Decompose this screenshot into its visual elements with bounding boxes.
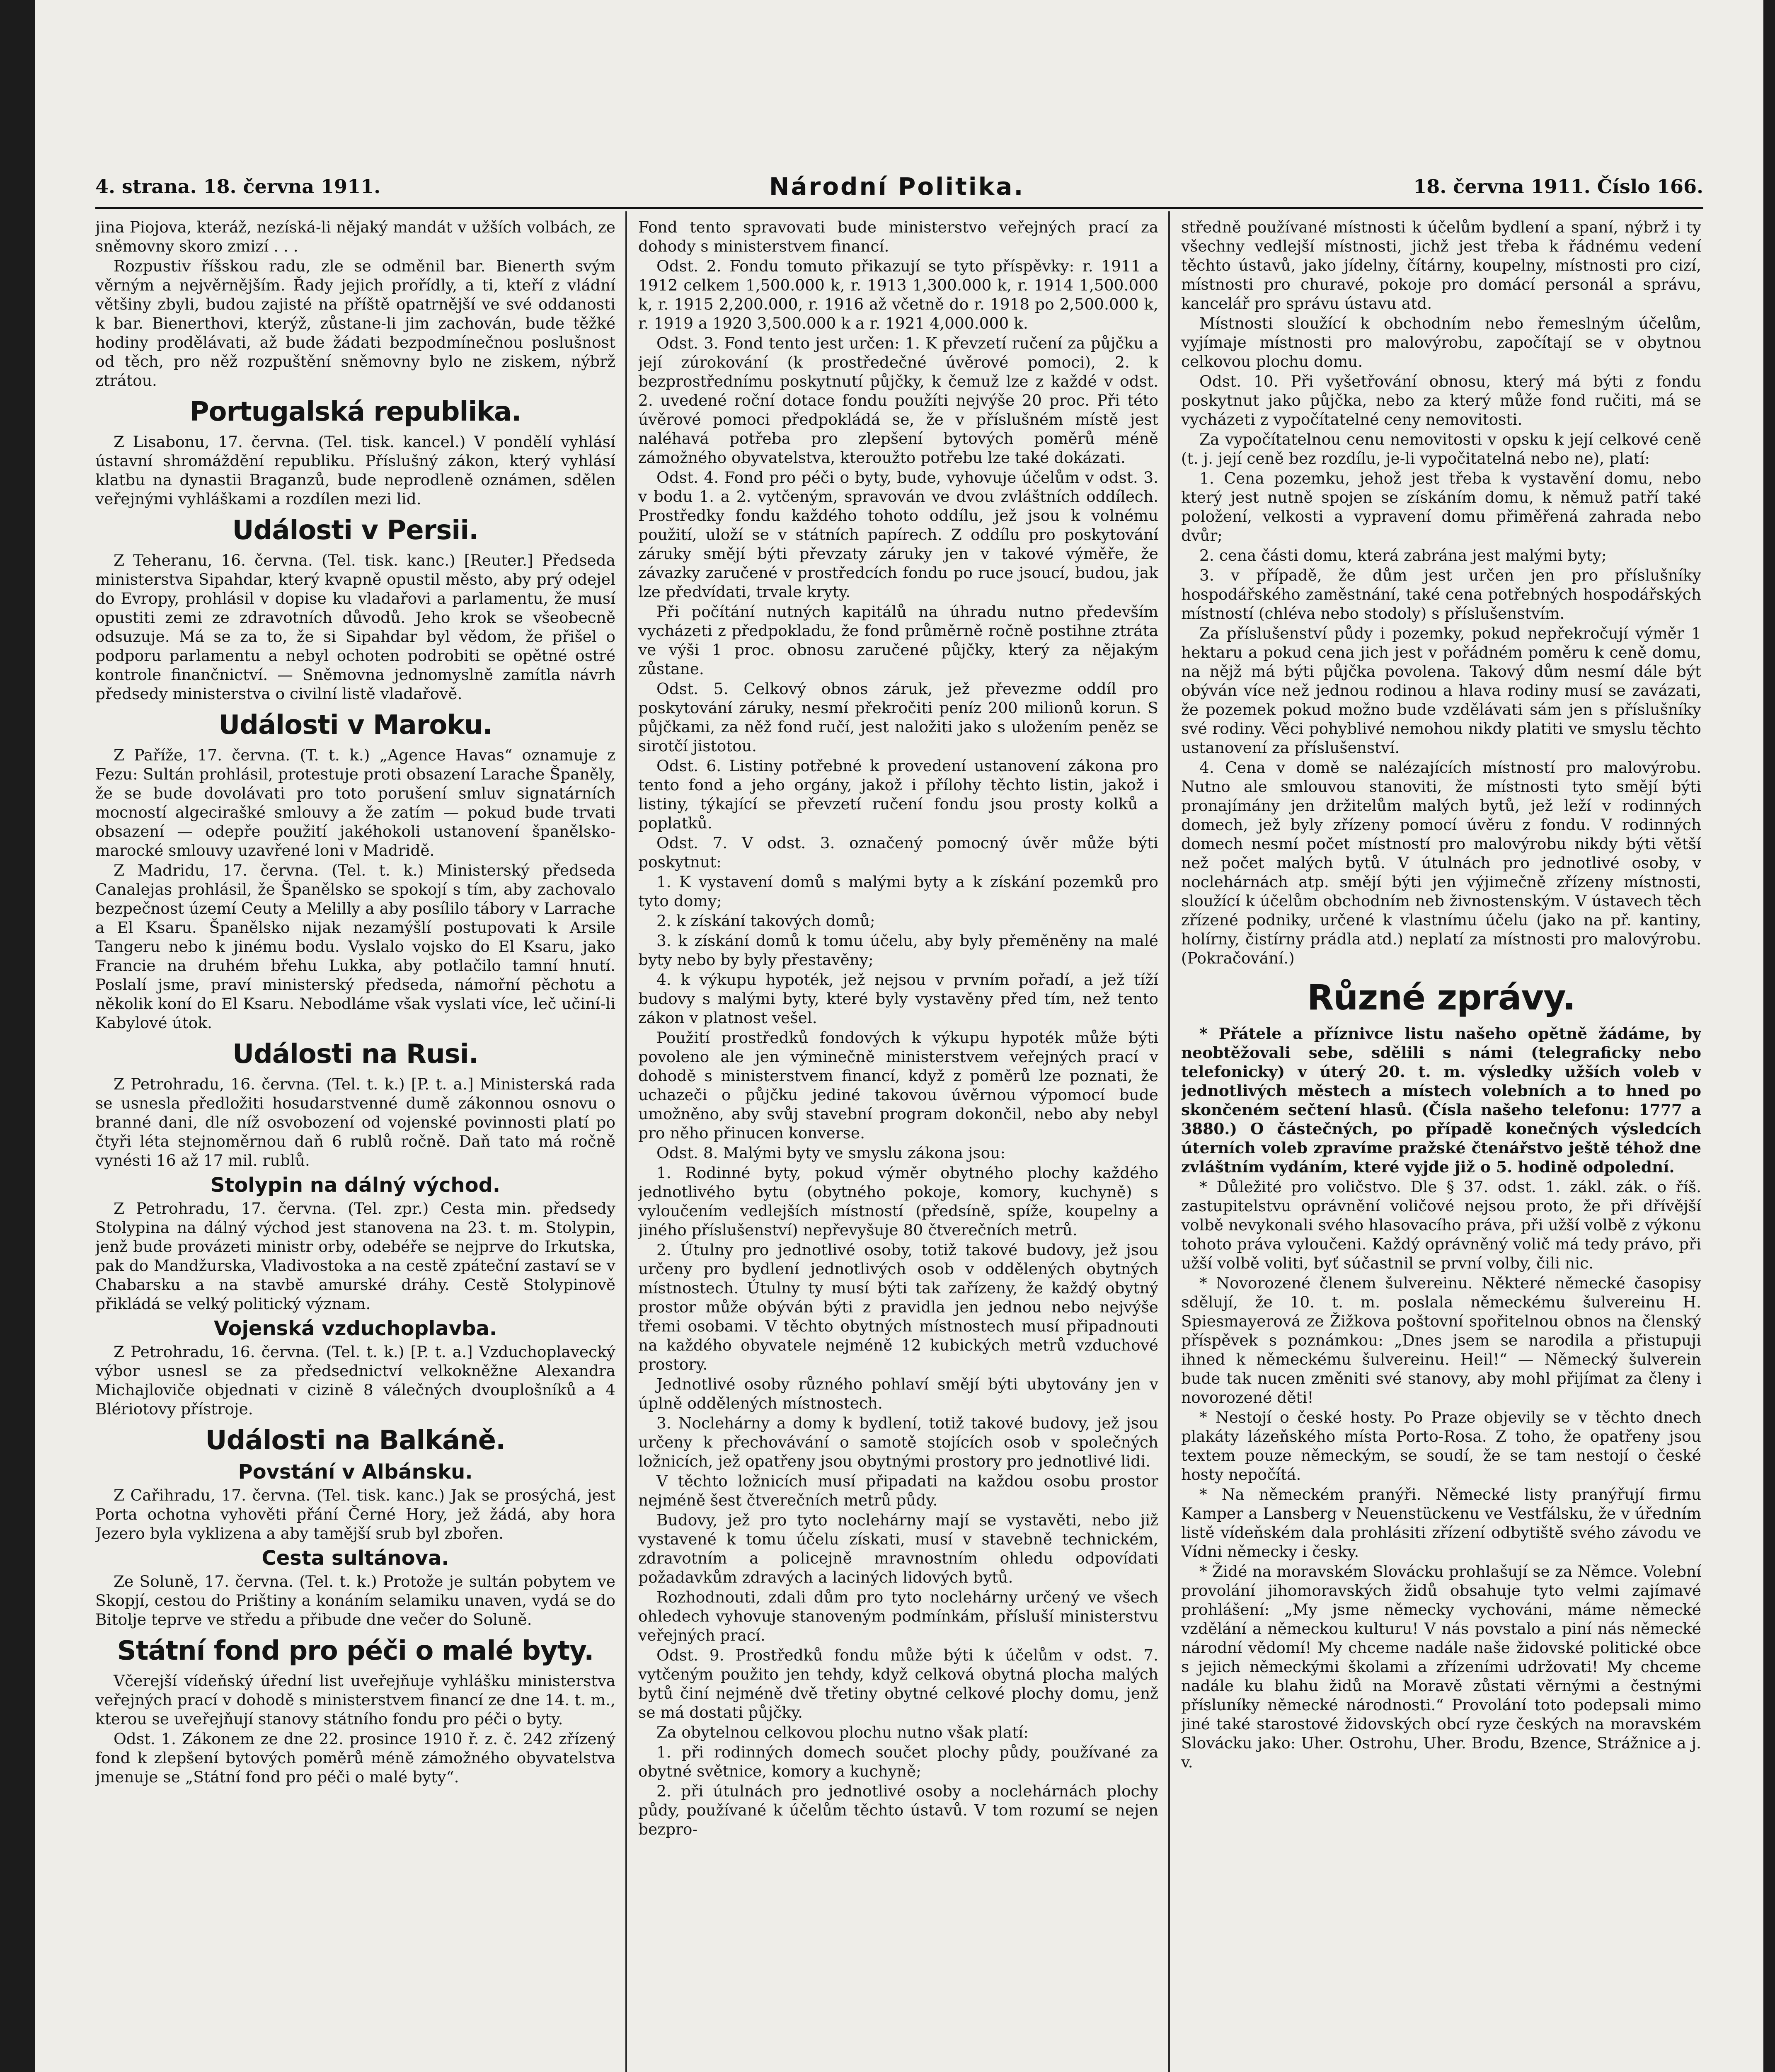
paragraph: jina Piojova, kteráž, nezíská-li nějaký mandát v užších volbách, ze sněmovny skoro zmizí . . . [95,218,615,255]
paragraph: středně používané místnosti k účelům bydlení a spaní, nýbrž i ty všechny vedlejší místnosti, jichž jest třeba k řádnému vedení těchto ústavů, jako jídelny, čítárny, koupelny, místnosti pro cizí, místnosti pro churavé, pokoje pro domácí personál a správu, kancelář pro správu ústavu atd. [1181,218,1701,312]
paragraph: Z Teheranu, 16. června. (Tel. tisk. kanc.) [Reuter.] Předseda ministerstva Sipahdar, který kvapně opustil město, aby prý odejel do Evropy, prohlásil v dopise ku vladařovi a parlamentu, že musí opustiti zemi ze zdravotních důvodů. Jeho krok se všeobecně odsuzuje. Má se za to, že si Sipahdar byl vědom, že přišel o podporu parlamentu a nebyl ochoten podrobiti se opětné ostré kontrole finančnictví. — Sněmovna jednomyslně zamítla návrh předsedy ministerstva o civilní listě vladařově. [95,551,615,703]
paragraph: Použití prostředků fondových k výkupu hypoték může býti povoleno ale jen výminečně ministerstvem veřejných prací v dohodě s ministerstvem financí, když z poměrů lze poznati, že uchazeči o půjčku jediné takovou úvěrnou výpomocí bude umožněno, aby svůj stavební program dokončil, nebo aby nebyl pro něho přinucen konverse. [638,1029,1158,1142]
paragraph: Odst. 1. Zákonem ze dne 22. prosince 1910 ř. z. č. 242 zřízený fond k zlepšení bytových poměrů méně zámožného obyvatelstva jmenuje se „Státní fond pro péči o malé byty“. [95,1730,615,1786]
paragraph: Odst. 6. Listiny potřebné k provedení ustanovení zákona pro tento fond a jeho orgány, jakož i přílohy těchto listin, jakož i listiny, týkající se převzetí ručení fondu jsou prosty kolků a poplatků. [638,757,1158,832]
masthead-title: Národní Politika. [769,172,1025,201]
section-heading: Události na Balkáně. [205,1425,506,1456]
sub-heading: Stolypin na dálný východ. [210,1174,501,1197]
column-1 [95,218,615,2072]
paragraph: Rozpustiv říšskou radu, zle se odměnil bar. Bienerth svým věrným a nejvěrnějším. Řady jejich prořídly, a ti, kteří z vládní většiny zbyli, budou zajisté na příště opatrnější ve své oddanosti k bar. Bienerthovi, kterýž, zůstane-li jim zachován, bude těžké hodiny prodělávati, až bude žádati bezpodmínečnou poslušnost od těch, pro něž rozpuštění sněmovny bylo ne ziskem, nýbrž ztrátou. [95,257,615,390]
newspaper-page [35,0,1763,2072]
paragraph: Odst. 3. Fond tento jest určen: 1. K převzetí ručení za půjčku a její zúrokování (k prostředečné úvěrové pomoci), 2. k bezprostřednímu poskytnutí půjčky, k čemuž lze z každé v odst. 2. uvedené roční dotace fondu použíti nejvýše 20 proc. Při této úvěrové pomoci předpokládá se, že v příslušném místě jest naléhavá potřeba pro zlepšení bytových poměrů méně zámožného obyvatelstva, kteroužto potřebu lze také dokázati. [638,334,1158,467]
column-3 [1181,218,1701,2072]
paragraph: Z Madridu, 17. června. (Tel. t. k.) Ministerský předseda Canalejas prohlásil, že Španělsko se spokojí s tím, aby zachovalo bezpečnost území Ceuty a Melilly a aby posílilo tábory v Larrache a El Ksaru. Španělsko nijak nezamýšlí postupovati k Arsile Tangeru nebo k jinému bodu. Vyslalo vojsko do El Ksaru, jako Francie na druhém břehu Lukka, aby potlačilo tamní hnutí. Poslalí jsme, praví ministerský předseda, námořní pěchotu a několik koní do El Ksaru. Nebodláme však vyslati více, leč učiní-li Kabylové útok. [95,861,615,1032]
section-heading: Události v Persii. [232,515,479,546]
sub-heading: Cesta sultánova. [262,1547,449,1570]
paragraph: Při počítání nutných kapitálů na úhradu nutno především vycházeti z předpokladu, že fond průměrně ročně postihne ztráta ve výši 1 proc. obnosu zaručené půjčky, který za nějakým zůstane. [638,603,1158,678]
paragraph: Místnosti sloužící k obchodním nebo řemeslným účelům, vyjímaje místnosti pro malovýrobu, započítají se v obytnou celkovou plochu domu. [1181,314,1701,370]
paragraph: 1. Rodinné byty, pokud výměr obytného plochy každého jednotlivého bytu (obytného pokoje, komory, kuchyně) s vyloučením vedlejších místností (předsíně, spíže, koupelny a jiného příslušenství) nepřevyšuje 80 čtverečních metrů. [638,1164,1158,1239]
header-rule [95,207,1703,209]
article-headline: Státní fond pro péči o malé byty. [117,1636,594,1666]
paragraph: * Přátele a příznivce listu našeho opětně žádáme, by neobtěžovali sebe, sdělili s námi (telegraficky nebo telefonicky) v úterý 20. t. m. výsledky užších voleb v jednotlivých městech a místech volebních a to hned po skončeném sečtení hlasů. (Čísla našeho telefonu: 1777 a 3880.) O částečných, po případě konečných výsledcích úterních voleb zpravíme pražské čtenářstvo ještě téhož dne zvláštním vydáním, které vyjde již o 5. hodině odpolední. [1181,1024,1701,1176]
paragraph: * Důležité pro voličstvo. Dle § 37. odst. 1. zákl. zák. o říš. zastupitelstvu oprávnění voličové nejsou proto, že při dřívější volbě nevykonali svého hlasovacího práva, při užší volbě z výkonu tohoto práva vyloučeni. Každý oprávněný volič má tedy právo, při užší volbě voliti, byť súčastnil se první volby, čili nic. [1181,1178,1701,1272]
paragraph: Včerejší vídeňský úřední list uveřejňuje vyhlášku ministerstva veřejných prací v dohodě s ministerstvem financí ze dne 14. t. m., kterou se uveřejňují stanovy státního fondu pro péči o byty. [95,1672,615,1728]
paragraph: 1. Cena pozemku, jehož jest třeba k vystavění domu, nebo který jest nutně spojen se získáním domu, k němuž patří také položení, velkosti a vypravení domu přiměřená zahrada nebo dvůr; [1181,469,1701,545]
paragraph: Rozhodnouti, zdali dům pro tyto noclehárny určený ve všech ohledech vyhovuje stanoveným podmínkám, přísluší ministerstvu veřejných prací. [638,1588,1158,1644]
section-heading: Portugalská republika. [189,397,521,427]
paragraph: Z Lisabonu, 17. června. (Tel. tisk. kancel.) V pondělí vyhlásí ústavní shromáždění republiku. Příslušný zákon, který vyhlásí klatbu na dynastii Braganzů, bude neprodleně oznámen, sdělen veřejnými vyhláškami a rozdílen mezi lid. [95,433,615,508]
paragraph: Z Petrohradu, 16. června. (Tel. t. k.) [P. t. a.] Ministerská rada se usnesla předložiti hosudarstvenné dumě zákonnou osnovu o branné dani, dle níž osvobození od vojenské povinnosti platí po čtyři léta stejnoměrnou daň 6 rublů ročně. Daň tato má ročně vynésti 16 až 17 mil. rublů. [95,1075,615,1169]
paragraph: Z Petrohradu, 17. června. (Tel. zpr.) Cesta min. předsedy Stolypina na dálný východ jest stanovena na 23. t. m. Stolypin, jenž bude provázeti ministr orby, odebéře se nejprve do Irkutska, pak do Mandžurska, Vladivostoka a na cestě zpáteční zastaví se v Chabarsku a na stavbě amurské dráhy. Cestě Stolypinově přikládá se velký politický význam. [95,1199,615,1313]
column-divider [625,211,627,2072]
paragraph: * Na německém pranýři. Německé listy pranýřují firmu Kamper a Lansberg v Neuenstückenu ve Vestfálsku, že v úředním listě vídeňském dala prohlásiti zřízení odbytiště svého závodu ve Vídni německy i česky. [1181,1485,1701,1561]
paragraph: 4. k výkupu hypoték, jež nejsou v prvním pořadí, a jež tíží budovy s malými byty, které byly vystavěny před tím, než tento zákon v platnost vešel. [638,971,1158,1027]
paragraph: Z Petrohradu, 16. června. (Tel. t. k.) [P. t. a.] Vzduchoplavecký výbor usnesl se za předsednictví velkokněžne Alexandra Michajloviče objednati v cizině 8 válečných dvouplošníků a 4 Blériotovy přístroje. [95,1343,615,1418]
sub-heading: Vojenská vzduchoplavba. [213,1317,497,1340]
paragraph: 1. při rodinných domech součet plochy půdy, používané za obytné světnice, komory a kuchyně; [638,1743,1158,1780]
paragraph: Odst. 8. Malými byty ve smyslu zákona jsou: [656,1144,1006,1162]
section-heading: Události v Maroku. [218,710,492,741]
paragraph: Odst. 7. V odst. 3. označený pomocný úvěr může býti poskytnut: [638,834,1158,871]
column-divider [1168,211,1170,2072]
paragraph: Jednotlivé osoby různého pohlaví smějí býti ubytovány jen v úplně oddělených místnostech. [638,1375,1158,1412]
paragraph: Z Paříže, 17. června. (T. t. k.) „Agence Havas“ oznamuje z Fezu: Sultán prohlásil, protestuje proti obsazení Larache Španěly, že se bude dovolávati pro toto porušení smluv signatárních mocností algecirašké smlouvy a že zatím — pokud bude trvati obsazení — odepře použití jakéhokoli ustanovení španělsko-marocké smlouvy uzavřené loni v Madridě. [95,746,615,859]
paragraph: Za vypočítatelnou cenu nemovitosti v opsku k její celkové ceně (t. j. její ceně bez rozdílu, je-li vypočitatelná nebo ne), platí: [1181,430,1701,467]
column-2 [638,218,1158,2072]
header-date-issue: 18. června 1911. Číslo 166. [1413,175,1703,198]
paragraph: * Novorozené členem šulvereinu. Některé německé časopisy sdělují, že 10. t. m. poslala německému šulvereinu H. Spiesmayerová ze Žižkova poštovní spořitelnou obnos na členský příspěvek s poznámkou: „Dnes jsem se narodila a přistupuji ihned k německému šulvereinu. Heil!“ — Německý šulverein bude tak nucen změniti své stanovy, aby mohl přijímat za členy i novorozené děti! [1181,1274,1701,1406]
paragraph: 3. v případě, že dům jest určen jen pro příslušníky hospodářského zaměstnání, také cena potřebných hospodářských místností (chléva nebo stodoly) s příslušenstvím. [1181,566,1701,622]
section-heading: Události na Rusi. [232,1039,478,1070]
sub-heading: Povstání v Albánsku. [238,1460,473,1484]
paragraph: 3. k získání domů k tomu účelu, aby byly přeměněny na malé byty nebo by byly přestavěny; [638,932,1158,969]
paragraph: * Nestojí o české hosty. Po Praze objevily se v těchto dnech plakáty lázeňského místa Porto-Rosa. Z toho, že opatřeny jsou textem pouze německým, se soudí, že se tam nestojí o české hosty nepočítá. [1181,1408,1701,1484]
paragraph: 1. K vystavení domů s malými byty a k získání pozemků pro tyto domy; [638,873,1158,910]
paragraph: Odst. 9. Prostředků fondu může býti k účelům v odst. 7. vytčeným použito jen tehdy, když celková obytná plocha malých bytů činí nejméně dvě třetiny obytné celkové plochy domu, jenž se má dostati půjčky. [638,1646,1158,1721]
paragraph: 2. při útulnách pro jednotlivé osoby a noclehárnách plochy půdy, používané k účelům těchto ústavů. V tom rozumí se nejen bezpro- [638,1782,1158,1838]
paragraph: Z Cařihradu, 17. června. (Tel. tisk. kanc.) Jak se prosýchá, jest Porta ochotna vyhověti přání Černé Hory, jež žádá, aby hora Jezero byla vyklizena a aby tamější srub byl zbořen. [95,1486,615,1542]
paragraph: 2. Útulny pro jednotlivé osoby, totiž takové budovy, jež jsou určeny pro bydlení jednotlivých osob v oddělených obytných místnostech. Útulny ty musí býti tak zařízeny, že každý obytný prostor může obýván býti z pravidla jen jednou nebo nejvýše třemi osobami. V těchto obytných místnostech musí připadnouti na každého obyvatele nejméně 12 kubických metrů vzduchové prostory. [638,1241,1158,1373]
paragraph: Odst. 4. Fond pro péči o byty, bude, vyhovuje účelům v odst. 3. v bodu 1. a 2. vytčeným, spravován ve dvou zvláštních oddílech. Prostředky fondu každého tohoto oddílu, jež jsou k volnému použití, uloží se v státních papírech. Z oddílu pro poskytování záruky smějí býti převzaty záruky jen v takové výměře, že závazky zaručené v prostředcích fondu po ruce jsoucí, budou, jak lze předvídati, trvale kryty. [638,468,1158,601]
paragraph: V těchto ložnicích musí připadati na každou osobu prostor nejméně šest čtverečních metrů půdy. [638,1472,1158,1509]
paragraph: Za příslušenství půdy i pozemky, pokud nepřekročují výměr 1 hektaru a pokud cena jich jest v pořádném poměru k ceně domu, na nějž má býti půjčka povolena. Takový dům nesmí dále být obýván více než jednou rodinou a hlava rodiny musí se zavázati, že pozemek pokud možno bude vzdělávati sám jen s příslušníky své rodiny. Věci pohyblivé nemohou nikdy platiti ve smyslu těchto ustanovení za příslušenství. [1181,624,1701,757]
paragraph: Za obytelnou celkovou plochu nutno však platí: [656,1723,1029,1741]
section-heading: Různé zprávy. [1307,977,1576,1018]
paragraph: Odst. 10. Při vyšetřování obnosu, který má býti z fondu poskytnut jako půjčka, nebo za který může fond ručiti, má se vycházeti z vypočítatelné ceny nemovitosti. [1181,372,1701,428]
paragraph: Budovy, jež pro tyto noclehárny mají se vystavěti, nebo již vystavené k tomu účelu získati, musí v stavebně technickém, zdravotním a policejně mravnostním ohledu odpovídati požadavkům zdravých a laciných lidových bytů. [638,1511,1158,1586]
header-date-left: 4. strana. 18. června 1911. [95,175,381,198]
paragraph: 4. Cena v domě se nalézajících místností pro malovýrobu. Nutno ale smlouvou stanoviti, že místnosti tyto smějí býti pronajímány jen držitelům malých bytů, jež leží v rodinných domech, jež byly zřízeny pomocí úvěru z fondu. V rodinných domech nesmí počet místností pro malovýrobu nikdy býti větší než počet malých bytů. V útulnách pro jednotlivé osoby, v noclehárnách atp. smějí býti jen výjimečně zřízeny místnosti, sloužící k účelům obchodním neb živnostenským. V ústavech těch zřízené podniky, určené k vlastnímu účelu (jako na př. kantiny, holírny, čistírny prádla atd.) neplatí za místnosti pro malovýrobu. (Pokračování.) [1181,758,1701,967]
paragraph: Ze Soluně, 17. června. (Tel. t. k.) Protože je sultán pobytem ve Skopjí, cestou do Prištiny a konáním selamiku unaven, vydá se do Bitolje teprve ve středu a přibude dne večer do Soluně. [95,1572,615,1629]
paragraph: 2. k získání takových domů; [656,912,875,930]
paragraph: Odst. 5. Celkový obnos záruk, jež převezme oddíl pro poskytování záruky, nesmí překročiti peníz 200 milionů korun. S půjčkami, za něž fond ručí, jest naložiti jako s uložením peněz se sirotčí jistotou. [638,680,1158,755]
paragraph: Odst. 2. Fondu tomuto přikazují se tyto příspěvky: r. 1911 a 1912 celkem 1,500.000 k, r. 1913 1,300.000 k, r. 1914 1,500.000 k, r. 1915 2,200.000, r. 1916 až včetně do r. 1918 po 2,500.000 k, r. 1919 a 1920 3,500.000 k a r. 1921 4,000.000 k. [638,257,1158,332]
page-header [95,170,1703,203]
paragraph: 3. Noclehárny a domy k bydlení, totiž takové budovy, jež jsou určeny k přechovávání o samotě stojících osob v společných ložnicích, jež opatřeny jsou obytnými prostory pro jednotlivé lidi. [638,1414,1158,1470]
paragraph: * Židé na moravském Slovácku prohlašují se za Němce. Volební provolání jihomoravských židů obsahuje tyto velmi zajímavé prohlášení: „My jsme německy vychováni, máme německé vzdělání a německou kulturu! V nás povstalo a piní nás německé národní vědomí! My chceme nadále naše židovské politické obce s jejich německými školami a zřízeními udržovati! My chceme nadále ku blahu židů na Moravě zůstati věrnými a čestnými přísluníky německé národnosti.“ Provolání toto podepsali mimo jiné také starostové židovských obcí ryze českých na moravském Slovácku jako: Uher. Ostrohu, Uher. Brodu, Bzence, Strážnice a j. v. [1181,1562,1701,1771]
paragraph: Fond tento spravovati bude ministerstvo veřejných prací za dohody s ministerstvem financí. [638,218,1158,255]
paragraph: 2. cena části domu, která zabrána jest malými byty; [1199,546,1607,564]
